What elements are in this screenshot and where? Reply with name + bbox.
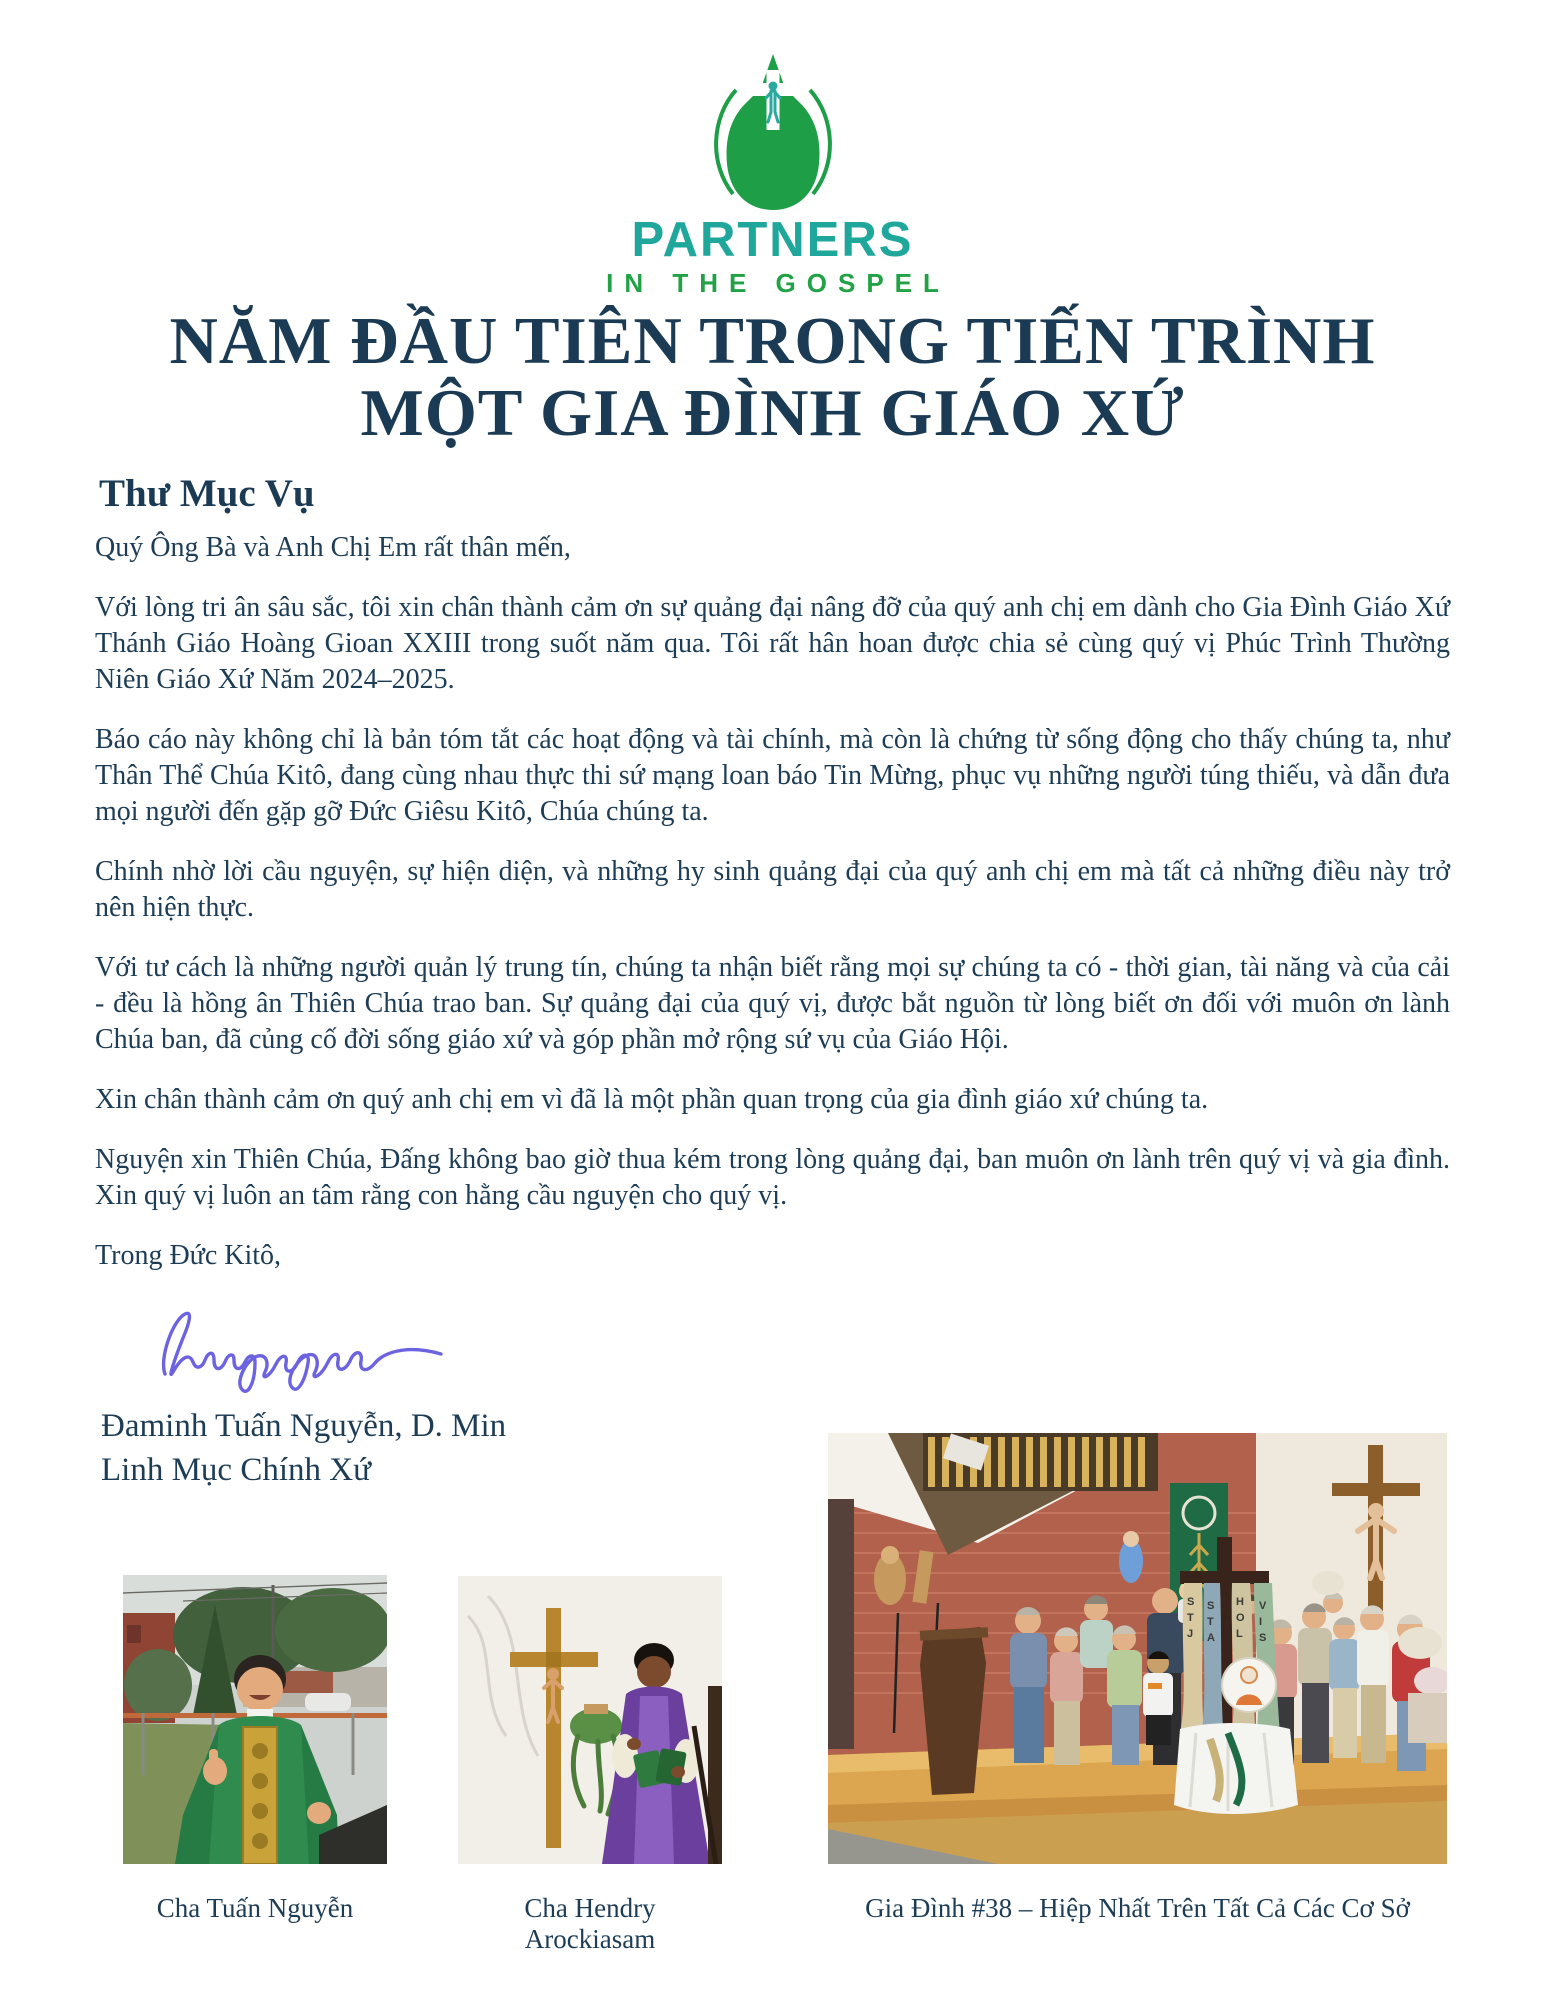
logo-wordmark-partners: PARTNERS bbox=[631, 213, 914, 267]
letter-heading: Thư Mục Vụ bbox=[99, 472, 315, 516]
page-title-line1: NĂM ĐẦU TIÊN TRONG TIẾN TRÌNH bbox=[169, 304, 1376, 378]
svg-text:H: H bbox=[1236, 1596, 1244, 1608]
svg-text:T: T bbox=[1207, 1616, 1214, 1628]
logo-block bbox=[0, 0, 1545, 296]
svg-text:L: L bbox=[1236, 1628, 1243, 1640]
caption-cha-tuan-nguyen: Cha Tuấn Nguyễn bbox=[156, 1893, 354, 1923]
photo-cha-hendry-arockiasam bbox=[458, 1576, 722, 1864]
svg-text:I: I bbox=[1259, 1616, 1263, 1628]
letter-paragraph: Chính nhờ lời cầu nguyện, sự hiện diện, và những hy sinh quảng đại của quý anh chị em mà tất cả những điều này trở nên hiện thực. bbox=[95, 856, 1450, 924]
letter-paragraph: Báo cáo này không chỉ là bản tóm tắt các hoạt động và tài chính, mà còn là chứng từ sống động cho thấy chúng ta, như Thân Thể Chúa Kitô, đang cùng nhau thực thi sứ mạng loan báo Tin Mừng, phục vụ những người túng thiếu, và dẫn đưa mọi người đến gặp gỡ Đức Giêsu Kitô, Chúa chúng ta. bbox=[95, 724, 1450, 828]
page-title-line2: MỘT GIA ĐÌNH GIÁO XỨ bbox=[360, 375, 1185, 450]
photo-gia-dinh-38-group bbox=[828, 1433, 1447, 1864]
signer-role: Linh Mục Chính Xứ bbox=[101, 1452, 371, 1489]
svg-text:J: J bbox=[1187, 1628, 1194, 1640]
letter-paragraph: Với lòng tri ân sâu sắc, tôi xin chân thành cảm ơn sự quảng đại nâng đỡ của quý anh chị em dành cho Gia Đình Giáo Xứ Thánh Giáo Hoàng Gioan XXIII trong suốt năm qua. Tôi rất hân hoan được chia sẻ cùng quý vị Phúc Trình Thường Niên Giáo Xứ Năm 2024–2025. bbox=[95, 592, 1450, 696]
church-cross-logo-icon bbox=[673, 46, 873, 214]
caption-cha-hendry-arockiasam: Cha Hendry Arockiasam bbox=[524, 1893, 656, 1954]
letter-paragraph: Nguyện xin Thiên Chúa, Đấng không bao giờ thua kém trong lòng quảng đại, ban muôn ơn lành trên quý vị và gia đình. Xin quý vị luôn an tâm rằng con hằng cầu nguyện cho quý vị. bbox=[95, 1144, 1450, 1212]
photo-cha-tuan-nguyen bbox=[123, 1575, 387, 1864]
letter-signoff: Trong Đức Kitô, bbox=[95, 1240, 282, 1272]
svg-text:S: S bbox=[1187, 1596, 1195, 1608]
page-title bbox=[40, 306, 1505, 449]
pastoral-letter bbox=[95, 471, 1450, 1492]
svg-text:S: S bbox=[1207, 1600, 1215, 1612]
caption-gia-dinh-38: Gia Đình #38 – Hiệp Nhất Trên Tất Cả Các Cơ Sở bbox=[865, 1893, 1410, 1923]
letter-paragraph: Với tư cách là những người quản lý trung tín, chúng ta nhận biết rằng mọi sự chúng ta có - thời gian, tài năng và của cải - đều là hồng ân Thiên Chúa trao ban. Sự quảng đại của quý vị, được bắt nguồn từ lòng biết ơn đối với muôn ơn lành Chúa ban, đã củng cố đời sống giáo xứ và góp phần mở rộng sứ vụ của Giáo Hội. bbox=[95, 952, 1450, 1056]
letter-paragraph: Xin chân thành cảm ơn quý anh chị em vì đã là một phần quan trọng của gia đình giáo xứ chúng ta. bbox=[95, 1084, 1209, 1116]
svg-text:S: S bbox=[1259, 1632, 1267, 1644]
signature-handwriting bbox=[139, 1298, 449, 1400]
logo-wordmark-in-the-gospel: IN THE GOSPEL bbox=[606, 268, 950, 298]
svg-text:V: V bbox=[1259, 1600, 1267, 1612]
letter-greeting: Quý Ông Bà và Anh Chị Em rất thân mến, bbox=[95, 532, 571, 564]
signer-name: Đaminh Tuấn Nguyễn, D. Min bbox=[101, 1408, 507, 1445]
svg-text:A: A bbox=[1207, 1632, 1215, 1644]
svg-text:O: O bbox=[1236, 1612, 1245, 1624]
svg-text:T: T bbox=[1187, 1612, 1194, 1624]
